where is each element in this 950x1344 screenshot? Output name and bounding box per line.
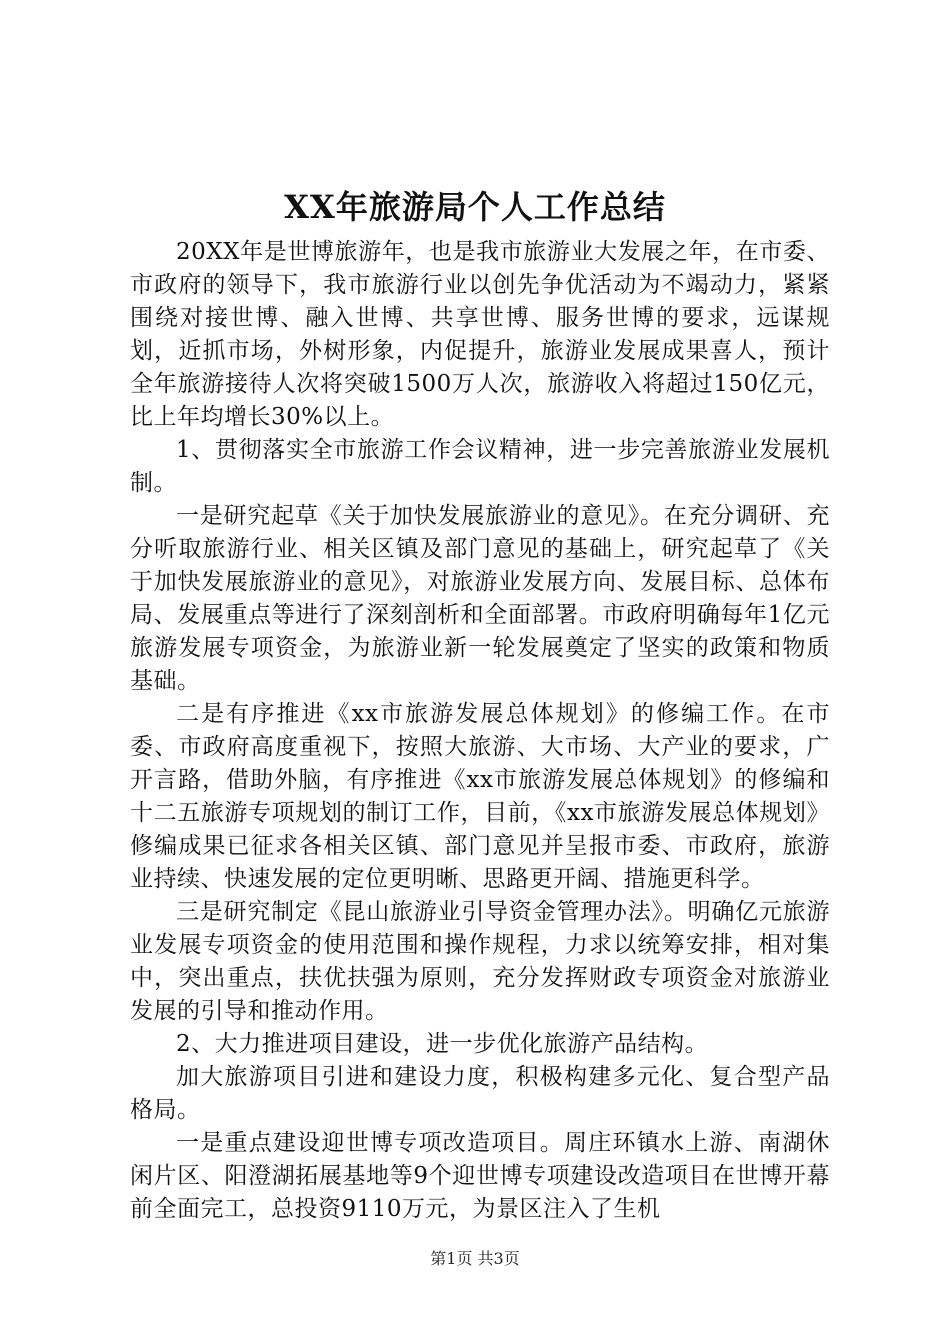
document-title: XX年旅游局个人工作总结 [284,188,666,226]
section-heading-1: 1、贯彻落实全市旅游工作会议精神，进一步完善旅游业发展机制。 [130,437,830,496]
paragraph-item-2-1: 一是重点建设迎世博专项改造项目。周庄环镇水上游、南湖休闲片区、阳澄湖拓展基地等9个迎世博专项建设改造项目在世博开幕前全面完工，总投资9110万元，为景区注入了生机 [130,1130,830,1222]
document-body [130,236,830,1226]
paragraph-item-1-1: 一是研究起草《关于加快发展旅游业的意见》。在充分调研、充分听取旅游行业、相关区镇及部门意见的基础上，研究起草了《关于加快发展旅游业的意见》，对旅游业发展方向、发展目标、总体布局、发展重点等进行了深刻剖析和全面部署。市政府明确每年1亿元旅游发展专项资金，为旅游业新一轮发展奠定了坚实的政策和物质基础。 [130,503,830,694]
page-footer: 第1页 共3页 [430,1249,520,1268]
paragraph-section-2-intro: 加大旅游项目引进和建设力度，积极构建多元化、复合型产品格局。 [130,1064,830,1123]
paragraph-item-1-3: 三是研究制定《昆山旅游业引导资金管理办法》。明确亿元旅游业发展专项资金的使用范围和操作规程，力求以统筹安排，相对集中，突出重点，扶优扶强为原则，充分发挥财政专项资金对旅游业发展的引导和推动作用。 [130,899,830,1024]
paragraph-intro: 20XX年是世博旅游年，也是我市旅游业大发展之年，在市委、市政府的领导下，我市旅游行业以创先争优活动为不竭动力，紧紧围绕对接世博、融入世博、共享世博、服务世博的要求，远谋规划，近抓市场，外树形象，内促提升，旅游业发展成果喜人，预计全年旅游接待人次将突破1500万人次，旅游收入将超过150亿元，比上年均增长30%以上。 [130,239,830,430]
section-heading-2: 2、大力推进项目建设，进一步优化旅游产品结构。 [176,1031,709,1057]
paragraph-item-1-2: 二是有序推进《xx市旅游发展总体规划》的修编工作。在市委、市政府高度重视下，按照大旅游、大市场、大产业的要求，广开言路，借助外脑，有序推进《xx市旅游发展总体规划》的修编和十二五旅游专项规划的制订工作，目前，《xx市旅游发展总体规划》修编成果已征求各相关区镇、部门意见并呈报市委、市政府，旅游业持续、快速发展的定位更明晰、思路更开阔、措施更科学。 [130,701,830,892]
